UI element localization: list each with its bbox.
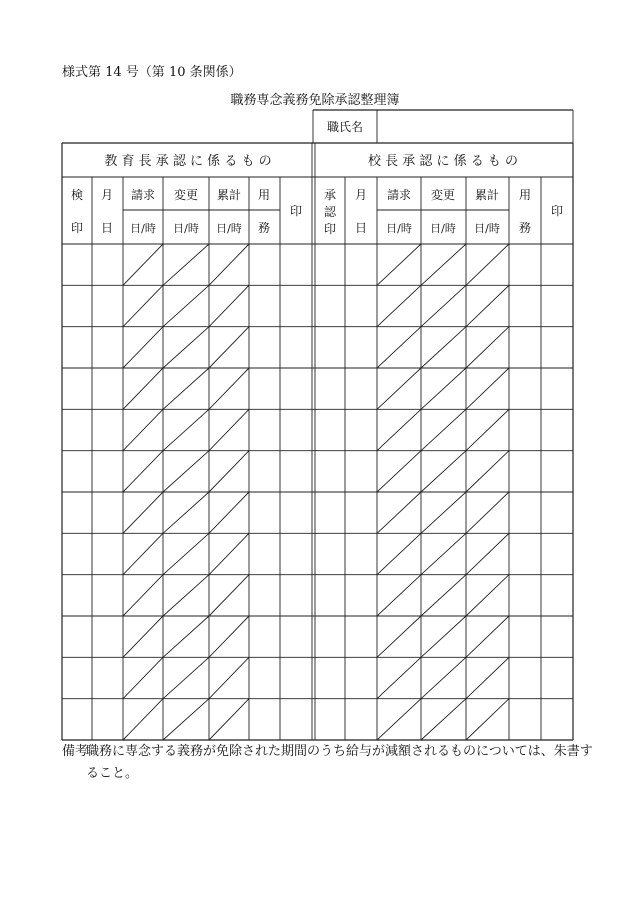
cell-diagonal: [466, 616, 509, 657]
cell-diagonal: [421, 533, 466, 574]
cell-diagonal: [209, 699, 249, 740]
col-change-unit: 日/時: [173, 222, 199, 235]
col-request-right: 請求: [386, 188, 412, 202]
col-cumulative-right: 累計: [474, 188, 500, 202]
cell-diagonal: [377, 327, 421, 368]
cell-diagonal: [466, 327, 509, 368]
col-change-right: 変更: [430, 188, 456, 202]
col-approve-2: 認: [323, 205, 337, 219]
col-inspect-bottom: 印: [70, 221, 84, 235]
cell-diagonal: [377, 368, 421, 409]
cell-diagonal: [163, 492, 209, 533]
cell-diagonal: [421, 575, 466, 616]
name-label: 職氏名: [326, 120, 364, 134]
cell-diagonal: [466, 699, 509, 740]
table-row: [62, 409, 573, 450]
cell-diagonal: [209, 451, 249, 492]
document-title: 職務専念義務免除承認整理簿: [230, 93, 400, 108]
table-row: [62, 368, 573, 409]
cell-diagonal: [163, 616, 209, 657]
cell-diagonal: [466, 451, 509, 492]
cell-diagonal: [209, 575, 249, 616]
col-approve-3: 印: [323, 222, 337, 236]
cell-diagonal: [421, 244, 466, 285]
cell-diagonal: [466, 244, 509, 285]
col-month-bottom-right: 日: [354, 221, 368, 235]
col-request-unit-right: 日/時: [386, 222, 412, 235]
entry-rows: [62, 244, 573, 740]
cell-diagonal: [163, 657, 209, 698]
table-row: [62, 575, 573, 616]
cell-diagonal: [123, 409, 163, 450]
cell-diagonal: [377, 657, 421, 698]
cell-diagonal: [466, 575, 509, 616]
col-request: 請求: [130, 188, 156, 202]
cell-diagonal: [123, 616, 163, 657]
cell-diagonal: [466, 533, 509, 574]
cell-diagonal: [123, 699, 163, 740]
cell-diagonal: [123, 285, 163, 326]
remarks-label: 備考: [62, 744, 89, 759]
cell-diagonal: [421, 492, 466, 533]
cell-diagonal: [377, 285, 421, 326]
col-seal-right: 印: [550, 204, 564, 218]
cell-diagonal: [163, 327, 209, 368]
col-month-top: 月: [100, 188, 114, 202]
cell-diagonal: [421, 657, 466, 698]
cell-diagonal: [209, 285, 249, 326]
cell-diagonal: [209, 409, 249, 450]
cell-diagonal: [377, 533, 421, 574]
left-column-headers: [71, 187, 302, 235]
col-cumulative-unit-right: 日/時: [474, 222, 500, 235]
cell-diagonal: [163, 575, 209, 616]
cell-diagonal: [377, 409, 421, 450]
col-request-unit: 日/時: [130, 222, 156, 235]
cell-diagonal: [209, 533, 249, 574]
cell-diagonal: [163, 368, 209, 409]
col-cumulative: 累計: [216, 188, 242, 202]
col-month-top-right: 月: [354, 188, 368, 202]
remarks-line-1: 職務に専念する義務が免除された期間のうち給与が減額されるものについては、朱書す: [86, 744, 593, 759]
col-cumulative-unit: 日/時: [216, 222, 242, 235]
cell-diagonal: [377, 492, 421, 533]
col-purpose-bottom-right: 務: [518, 221, 532, 235]
cell-diagonal: [377, 575, 421, 616]
cell-diagonal: [123, 657, 163, 698]
cell-diagonal: [377, 244, 421, 285]
cell-diagonal: [163, 699, 209, 740]
column-lines: [92, 177, 541, 740]
col-purpose-top-right: 用: [518, 188, 532, 202]
cell-diagonal: [209, 327, 249, 368]
table-row: [62, 616, 573, 657]
col-change-unit-right: 日/時: [430, 222, 456, 235]
table-row: [62, 657, 573, 698]
right-column-headers: [324, 187, 563, 236]
col-seal: 印: [289, 204, 303, 218]
name-row: [313, 110, 573, 143]
table-row: [62, 492, 573, 533]
cell-diagonal: [123, 244, 163, 285]
cell-diagonal: [163, 285, 209, 326]
cell-diagonal: [123, 492, 163, 533]
cell-diagonal: [421, 451, 466, 492]
cell-diagonal: [163, 409, 209, 450]
col-purpose-bottom: 務: [257, 221, 271, 235]
table-row: [62, 327, 573, 368]
cell-diagonal: [163, 244, 209, 285]
cell-diagonal: [123, 327, 163, 368]
cell-diagonal: [377, 451, 421, 492]
cell-diagonal: [421, 327, 466, 368]
cell-diagonal: [421, 699, 466, 740]
remarks-line-2: ること。: [86, 766, 139, 781]
section-header-principal: 校 長 承 認 に 係 る も の: [367, 154, 519, 169]
cell-diagonal: [421, 285, 466, 326]
cell-diagonal: [466, 285, 509, 326]
table-row: [62, 285, 573, 326]
cell-diagonal: [123, 368, 163, 409]
cell-diagonal: [163, 533, 209, 574]
cell-diagonal: [209, 657, 249, 698]
cell-diagonal: [377, 699, 421, 740]
cell-diagonal: [123, 451, 163, 492]
cell-diagonal: [209, 368, 249, 409]
cell-diagonal: [209, 244, 249, 285]
cell-diagonal: [421, 409, 466, 450]
form-number-label: 様式第 14 号（第 10 条関係）: [62, 65, 242, 80]
col-change: 変更: [173, 188, 199, 202]
table-row: [123, 699, 509, 740]
col-approve-1: 承: [323, 188, 337, 202]
col-inspect-top: 検: [70, 188, 84, 202]
cell-diagonal: [466, 657, 509, 698]
cell-diagonal: [123, 533, 163, 574]
cell-diagonal: [377, 616, 421, 657]
cell-diagonal: [209, 492, 249, 533]
table-row: [62, 451, 573, 492]
cell-diagonal: [163, 451, 209, 492]
table-row: [62, 244, 573, 285]
cell-diagonal: [466, 492, 509, 533]
cell-diagonal: [421, 616, 466, 657]
section-header-superintendent: 教 育 長 承 認 に 係 る も の: [104, 154, 272, 169]
cell-diagonal: [466, 409, 509, 450]
col-month-bottom: 日: [100, 221, 114, 235]
cell-diagonal: [421, 368, 466, 409]
table-row: [62, 533, 573, 574]
cell-diagonal: [123, 575, 163, 616]
cell-diagonal: [466, 368, 509, 409]
col-purpose-top: 用: [257, 188, 271, 202]
cell-diagonal: [209, 616, 249, 657]
